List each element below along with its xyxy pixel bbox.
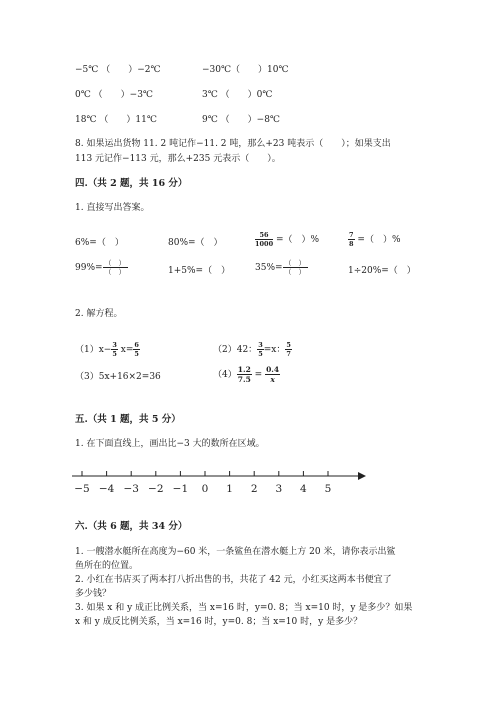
fraction-numerator: 3 (112, 341, 117, 349)
fraction-numerator: 5 (286, 341, 291, 349)
fraction-denominator: 7.5 (237, 375, 251, 384)
oral-r2-c (255, 259, 308, 276)
equation-2 (213, 341, 292, 358)
fraction-numerator: （ ） (104, 259, 126, 267)
fraction-numerator: 6 (134, 341, 139, 349)
fraction-denominator: 1000 (255, 240, 274, 248)
compare-r2-a: 0℃ （ ）−3℃ (75, 90, 153, 100)
number-line-tick-label: 4 (300, 483, 307, 495)
number-line-tick-label: 1 (226, 483, 233, 495)
compare-r1-b: −30℃（ ）10℃ (202, 65, 289, 75)
fraction-denominator: 5 (134, 350, 139, 358)
fraction (237, 365, 252, 384)
fraction (133, 341, 140, 358)
eq2-label: （2）42： (213, 345, 258, 355)
oral-r1-c-tail: =（ ）% (275, 235, 320, 245)
fraction (255, 231, 273, 248)
section4-title: 四.（共 2 题，共 16 分） (75, 178, 188, 189)
oral-r1-b: 80%=（ ） (168, 238, 223, 248)
number-line-tick-label: −4 (98, 483, 115, 495)
fraction-denominator: 7 (286, 350, 291, 358)
number-line (68, 464, 368, 500)
fraction-numerator: 7 (349, 231, 354, 239)
fraction-numerator: 1.2 (237, 365, 251, 374)
eq4-label: （4） (213, 370, 237, 380)
number-line-tick-label: −1 (172, 483, 189, 495)
section6-q3-line1: 3. 如果 x 和 y 成正比例关系，当 x=16 时，y=0. 8；当 x=10 时，y 是多少？如果 (75, 603, 413, 613)
compare-r1-a: −5℃ （ ）−2℃ (75, 65, 161, 75)
eq1-mid: x= (120, 345, 134, 355)
fraction-numerator: 0.4 (266, 365, 280, 374)
number-line-tick-label: 0 (201, 483, 209, 495)
fraction (103, 259, 128, 276)
fraction-numerator: 3 (258, 341, 263, 349)
number-line-tick-label: 5 (324, 483, 332, 495)
section6-q2-line1: 2. 小红在书店买了两本打八折出售的书，共花了 42 元，小红买这两本书便宜了 (75, 575, 392, 585)
number-line-tick-label: 2 (250, 483, 258, 495)
section6-title: 六.（共 6 题，共 34 分） (75, 521, 188, 532)
oral-r2-a-pre: 99%= (75, 263, 103, 273)
fraction-numerator: （ ） (284, 259, 306, 267)
section5-q1: 1. 在下面直线上，画出比−3 大的数所在区域。 (75, 439, 265, 449)
number-line-tick-label: −5 (74, 483, 90, 495)
section6-q3-line2: x 和 y 成反比例关系，当 x=16 时，y=0. 8；当 x=10 时，y 是多少？ (75, 617, 363, 627)
oral-r1-a: 6%=（ ） (75, 238, 124, 248)
fraction (283, 259, 308, 276)
q8-line2: 113 元记作−113 元，那么+235 元表示（ ）。 (75, 154, 281, 164)
oral-r1-c (255, 231, 319, 248)
number-line-tick-label: −2 (148, 483, 164, 495)
section4-q1-title: 1. 直接写出答案。 (75, 203, 150, 213)
eq1-label: （1）x− (75, 345, 112, 355)
equation-3: （3）5x+16×2=36 (75, 372, 161, 382)
eq2-mid: =x： (263, 345, 286, 355)
fraction-numerator: 56 (255, 231, 273, 240)
arrow-right-icon (358, 472, 366, 480)
fraction-denominator: 8 (349, 240, 354, 248)
section6-q2-line2: 多少钱？ (75, 589, 112, 599)
fraction-denominator: （ ） (104, 268, 126, 276)
number-line-tick-label: −3 (123, 483, 139, 495)
oral-r1-d-tail: =（ ）% (357, 235, 401, 245)
number-line-tick-label: 3 (275, 483, 283, 495)
oral-r2-a (75, 259, 128, 276)
section4-q2-title: 2. 解方程。 (75, 309, 123, 319)
oral-r2-b: 1+5%=（ ） (168, 266, 231, 276)
fraction (111, 341, 118, 358)
compare-r2-b: 3℃ （ ）0℃ (202, 90, 273, 100)
section6-q1-line2: 鱼所在的位置。 (75, 561, 139, 571)
fraction (285, 341, 292, 358)
oral-r2-d: 1÷20%=（ ） (348, 266, 416, 276)
fraction-denominator: 5 (258, 350, 263, 358)
number-line-ticks (74, 471, 331, 495)
fraction-denominator: 5 (112, 350, 117, 358)
compare-r3-a: 18℃ （ ）11℃ (75, 115, 157, 125)
fraction (265, 365, 280, 384)
oral-r1-d (348, 231, 401, 248)
equation-1 (75, 341, 140, 358)
fraction (348, 231, 355, 248)
fraction-denominator: （ ） (284, 268, 306, 276)
q8-line1: 8. 如果运出货物 11. 2 吨记作−11. 2 吨，那么+23 吨表示（ ）；如果支出 (75, 139, 391, 149)
oral-r2-c-pre: 35%= (255, 263, 283, 273)
equation-4 (213, 365, 280, 384)
section5-title: 五.（共 1 题，共 5 分） (75, 414, 181, 425)
fraction-denominator: x (270, 375, 275, 384)
compare-r3-b: 9℃ （ ）−8℃ (202, 115, 280, 125)
section6-q1-line1: 1. 一艘潜水艇所在高度为−60 米，一条鲨鱼在潜水艇上方 20 米，请你表示出鲨 (75, 547, 396, 557)
eq4-mid: = (254, 370, 263, 380)
